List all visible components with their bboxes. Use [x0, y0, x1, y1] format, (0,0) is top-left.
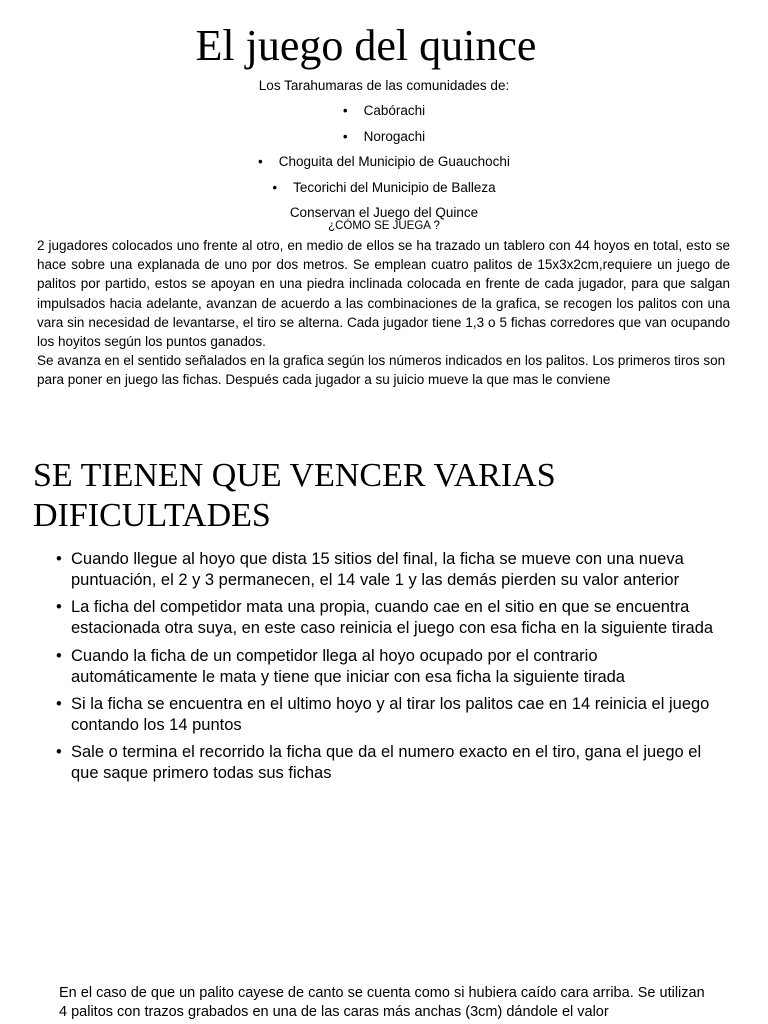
community-label: Cabórachi — [363, 103, 426, 118]
bullet-icon: • — [56, 694, 62, 713]
bullet-icon: • — [272, 179, 278, 195]
communities-list — [0, 100, 768, 202]
intro-text: Los Tarahumaras de las comunidades de: — [258, 78, 510, 93]
difficulty-text: Cuando la ficha de un competidor llega al hoyo ocupado por el contrario automáticamente le mata y tiene que iniciar con esa ficha la siguiente tirada — [71, 646, 625, 686]
difficulties-list — [56, 549, 716, 790]
community-item — [0, 126, 768, 152]
bullet-icon: • — [56, 598, 62, 617]
community-item — [0, 100, 768, 126]
page-title: El juego del quince — [195, 21, 537, 70]
difficulty-item — [56, 694, 716, 736]
bullet-icon: • — [56, 550, 62, 568]
community-item — [0, 177, 768, 203]
difficulties-heading: SE TIENEN QUE VENCER VARIAS DIFICULTADES — [33, 457, 556, 534]
difficulty-item — [56, 549, 716, 591]
difficulty-text: Sale o termina el recorrido la ficha que da el numero exacto en el tiro, gana el juego el que saque primero todas sus fichas — [71, 743, 702, 783]
community-item — [0, 151, 768, 177]
conserve-text: Conservan el Juego del Quince — [289, 205, 479, 220]
difficulty-item — [56, 742, 716, 784]
how-to-play-heading: ¿CÓMO SE JUEGA ? — [328, 220, 440, 232]
bullet-icon: • — [342, 128, 348, 144]
difficulty-text: Cuando llegue al hoyo que dista 15 sitios del final, la ficha se mueve con una nueva puntuación, el 2 y 3 permanecen, el 14 vale 1 y las demás pierden su valor anterior — [71, 550, 684, 589]
bullet-icon: • — [258, 154, 263, 169]
rules-text — [37, 236, 730, 390]
bullet-icon: • — [342, 103, 348, 118]
community-label: Choguita del Municipio de Guauchochi — [278, 154, 510, 169]
community-label: Norogachi — [363, 128, 426, 144]
difficulty-item — [56, 597, 716, 639]
rules-paragraph: 2 jugadores colocados uno frente al otro, en medio de ellos se ha trazado un tablero con 44 hoyos en total, esto se hace sobre una explanada de uno por dos metros. Se emplean cuatro palitos de 15x3x2cm,requiere un juego de palitos por partido, estos se apoyan en una piedra inclinada colocada en frente de cada jugador, para que salgan impulsados hacia adelante, avanzan de acuerdo a las combinaciones de la grafica, se recogen los palitos con una vara sin necesidad de levantarse, el tiro se alterna. Cada jugador tiene 1,3 o 5 fichas corredores que van ocupando los hoyitos según los puntos ganados. — [37, 238, 730, 350]
bullet-icon: • — [56, 646, 62, 665]
difficulty-text: La ficha del competidor mata una propia, cuando cae en el sitio en que se encuentra estacionada otra suya, en este caso reinicia el juego con esa ficha en la siguiente tirada — [71, 598, 714, 638]
footnote-text: En el caso de que un palito cayese de canto se cuenta como si hubiera caído cara arriba. Se utilizan 4 palitos con trazos grabados en una de las caras más anchas (3cm) dándole el valor — [59, 985, 705, 1020]
difficulty-item — [56, 646, 716, 688]
difficulty-text: Si la ficha se encuentra en el ultimo hoyo y al tirar los palitos cae en 14 reinicia el juego contando los 14 puntos — [71, 694, 710, 734]
community-label: Tecorichi del Municipio de Balleza — [293, 179, 496, 195]
rules-paragraph: Se avanza en el sentido señalados en la grafica según los números indicados en los palitos. Los primeros tiros son para poner en juego las fichas. Después cada jugador a su juicio mueve la que mas le conviene — [37, 353, 726, 388]
bullet-icon: • — [56, 743, 62, 762]
